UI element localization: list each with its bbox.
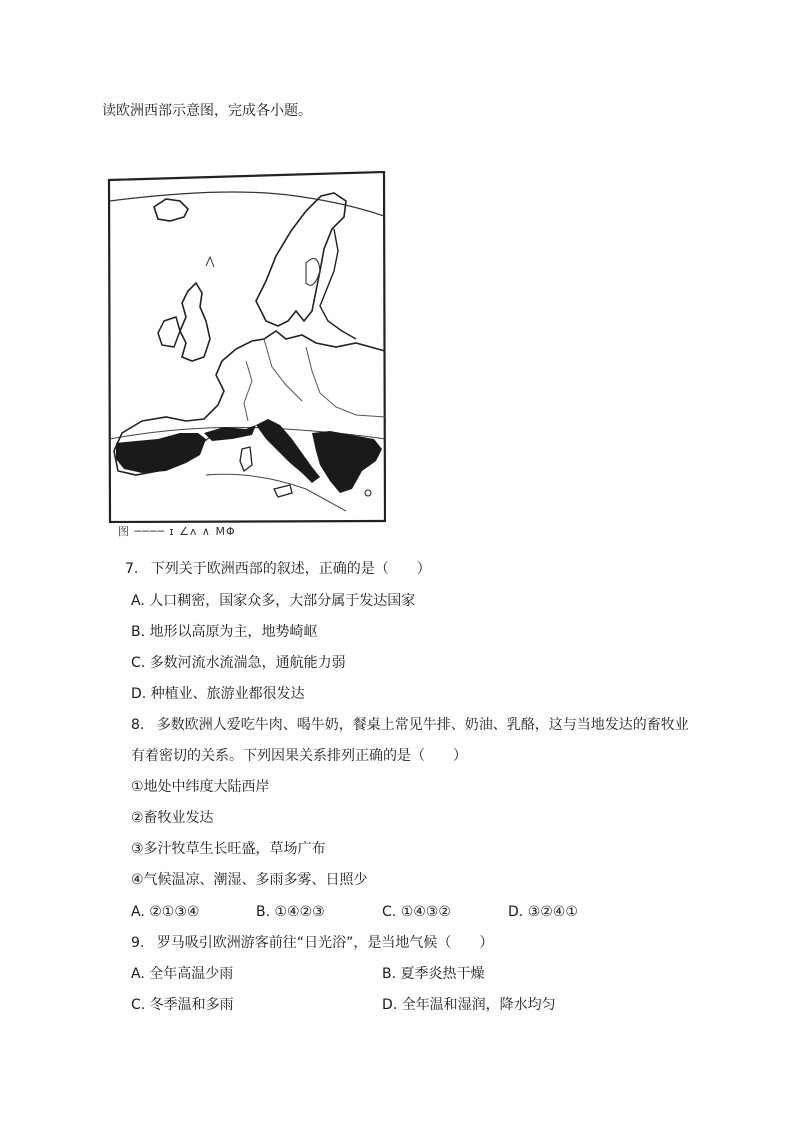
question-number: 9. xyxy=(131,935,145,951)
question-8-stem-line2: 有着密切的关系。下列因果关系排列正确的是（ ） xyxy=(131,748,467,764)
western-europe-map xyxy=(106,171,386,523)
q8-option-a: A. ②①③④ xyxy=(131,904,200,920)
q9-option-b: B. 夏季炎热干燥 xyxy=(382,966,485,982)
q8-statement-4: ④气候温凉、潮湿、多雨多雾、日照少 xyxy=(131,872,368,888)
q8-statement-1: ①地处中纬度大陆西岸 xyxy=(131,779,270,795)
q8-option-b: B. ①④②③ xyxy=(256,904,325,920)
q7-option-d: D. 种植业、旅游业都很发达 xyxy=(131,686,305,702)
question-number: 8. xyxy=(131,717,145,733)
q9-option-d: D. 全年温和湿润，降水均匀 xyxy=(382,997,556,1013)
q8-option-c: C. ①④③② xyxy=(382,904,451,920)
q8-statement-3: ③多汁牧草生长旺盛，草场广布 xyxy=(131,841,326,857)
question-9-stem xyxy=(131,936,493,950)
q8-statement-2: ②畜牧业发达 xyxy=(131,810,214,826)
question-text: 罗马吸引欧洲游客前往“日光浴”，是当地气候（ ） xyxy=(156,935,494,951)
question-text: 下列关于欧洲西部的叙述，正确的是（ ） xyxy=(150,561,431,577)
q8-option-d: D. ③②④① xyxy=(508,904,578,920)
question-text: 多数欧洲人爱吃牛肉、喝牛奶，餐桌上常见牛排、奶油、乳酪，这与当地发达的畜牧业 xyxy=(156,717,689,733)
q9-option-c: C. 冬季温和多雨 xyxy=(131,997,234,1013)
q7-option-b: B. 地形以高原为主，地势崎岖 xyxy=(131,624,318,640)
intro-text: 读欧洲西部示意图，完成各小题。 xyxy=(102,103,312,119)
q7-option-a: A. 人口稠密，国家众多，大部分属于发达国家 xyxy=(131,593,416,609)
map-caption: 图 ──── ɪ ∠ʌ ∧ ΜΦ xyxy=(118,525,236,538)
question-8-stem-line1 xyxy=(131,718,689,732)
question-7-stem xyxy=(125,562,431,576)
q7-option-c: C. 多数河流水流湍急，通航能力弱 xyxy=(131,655,346,671)
question-number: 7. xyxy=(125,561,139,577)
q9-option-a: A. 全年高温少雨 xyxy=(131,966,234,982)
